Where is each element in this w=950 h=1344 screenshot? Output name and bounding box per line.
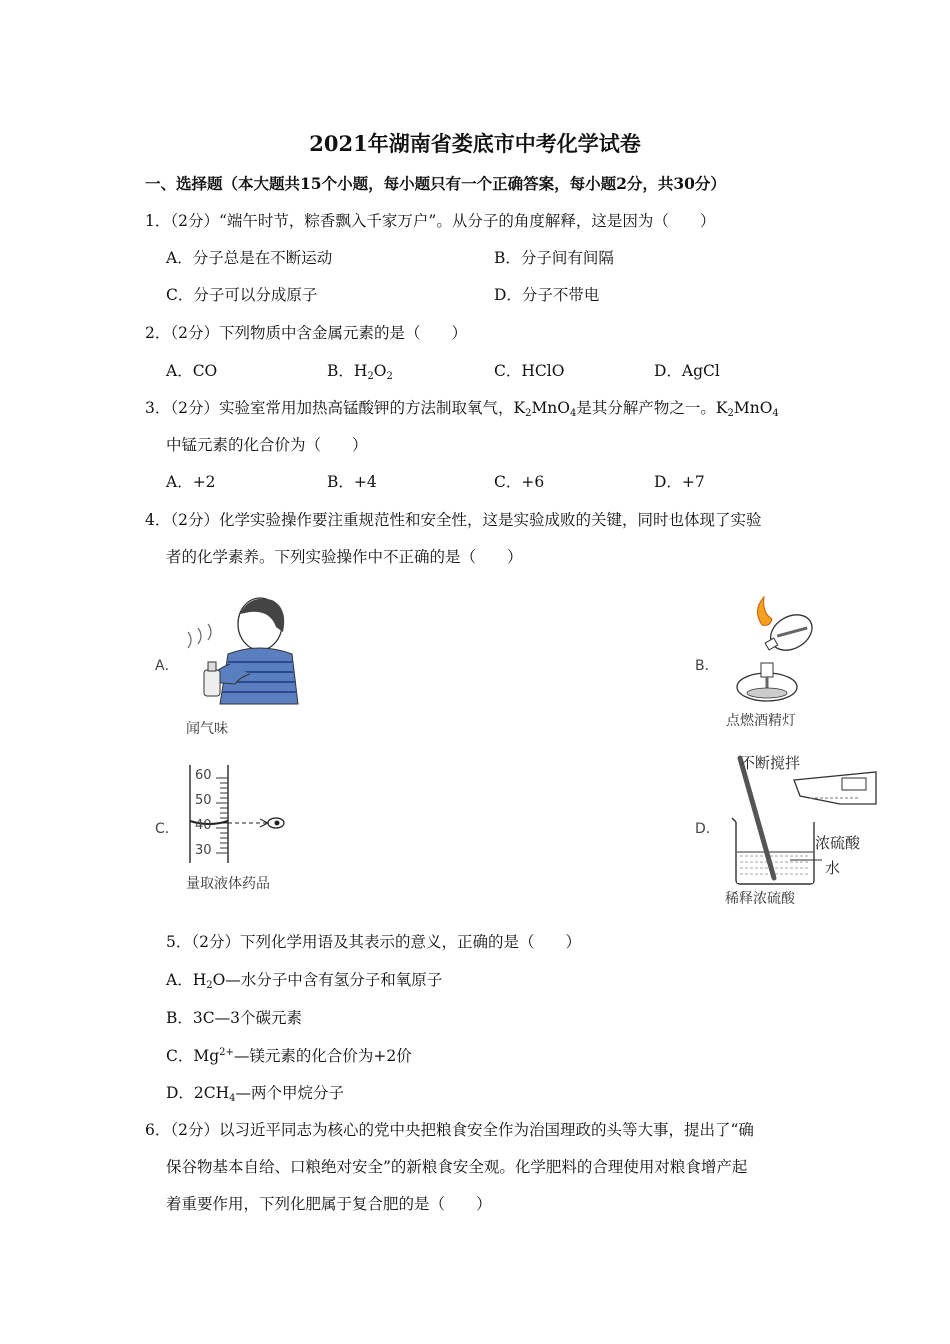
q1-option-b: B．分子间有间隔: [494, 249, 614, 267]
q3-option-d: D．+7: [654, 473, 705, 491]
q3-option-a: A．+2: [166, 473, 216, 491]
question-5-stem: 5．（2分）下列化学用语及其表示的意义，正确的是（ ）: [166, 933, 581, 951]
question-1-stem: 1．（2分）“端午时节，粽香飘入千家万户”。从分子的角度解释，这是因为（ ）: [145, 212, 716, 230]
cylinder-tick-40: 40: [195, 818, 212, 833]
cylinder-tick-60: 60: [195, 768, 212, 783]
question-6-stem-line3: 着重要作用，下列化肥属于复合肥的是（ ）: [166, 1195, 492, 1213]
question-3-stem-line2: 中锰元素的化合价为（ ）: [166, 436, 368, 454]
q5-option-b: B．3C—3个碳元素: [166, 1009, 302, 1027]
fig-c-caption: 量取液体药品: [186, 876, 270, 892]
q1-option-a: A．分子总是在不断运动: [166, 249, 333, 267]
q1-option-c: C．分子可以分成原子: [166, 286, 318, 304]
fig-c-label: C．: [155, 821, 179, 837]
question-3-stem: 3．（2分）实验室常用加热高锰酸钾的方法制取氧气，$K_2MnO_4$是其分解产物之一。$K_2MnO_4$: [145, 399, 779, 419]
question-6-stem-line2: 保谷物基本自给、口粮绝对安全”的新粮食安全观。化学肥料的合理使用对粮食增产起: [166, 1158, 748, 1176]
fig-b-caption: 点燃酒精灯: [726, 713, 796, 729]
fig-d-label: D．: [695, 821, 720, 837]
fig-a-label: A．: [155, 658, 179, 674]
cylinder-tick-50: 50: [195, 793, 212, 808]
question-2-stem: 2．（2分）下列物质中含金属元素的是（ ）: [145, 324, 467, 342]
fig-b-label: B．: [695, 658, 719, 674]
q2-option-b: B．$H_2O_2$: [327, 362, 393, 382]
fig-d-stir-label: 不断搅拌: [740, 754, 801, 772]
q1-option-d: D．分子不带电: [494, 286, 600, 304]
q2-option-c: C．HClO: [494, 362, 565, 380]
q2-option-a: A．CO: [166, 362, 218, 380]
question-4-stem-line2: 者的化学素养。下列实验操作中不正确的是（ ）: [166, 548, 523, 566]
question-6-stem: 6．（2分）以习近平同志为核心的党中央把粮食安全作为治国理政的头等大事，提出了“确: [145, 1121, 754, 1139]
fig-d-acid-label: 浓硫酸: [815, 834, 861, 852]
cylinder-tick-30: 30: [195, 843, 212, 858]
alcohol-lamp-figure: [722, 595, 822, 707]
q5-option-c: C．$Mg^{2+}—$镁元素的化合价为+2价: [166, 1047, 412, 1065]
q3-option-c: C．+6: [494, 473, 545, 491]
fig-a-caption: 闻气味: [186, 721, 228, 737]
fig-d-water-label: 水: [825, 859, 841, 877]
q5-option-d: D．$2CH_4—$两个甲烷分子: [166, 1084, 345, 1104]
page-title: 2021年湖南省娄底市中考化学试卷: [309, 131, 641, 156]
smelling-figure: [180, 592, 310, 712]
q3-option-b: B．+4: [327, 473, 377, 491]
q5-option-a: A．$H_2O—$水分子中含有氢分子和氧原子: [166, 971, 443, 991]
q2-option-d: D．AgCl: [654, 362, 720, 380]
question-4-stem: 4．（2分）化学实验操作要注重规范性和安全性，这是实验成败的关键，同时也体现了实验: [145, 511, 762, 529]
section-heading: 一、选择题（本大题共15个小题，每小题只有一个正确答案，每小题2分，共30分）: [145, 174, 726, 193]
fig-d-caption: 稀释浓硫酸: [725, 891, 795, 907]
